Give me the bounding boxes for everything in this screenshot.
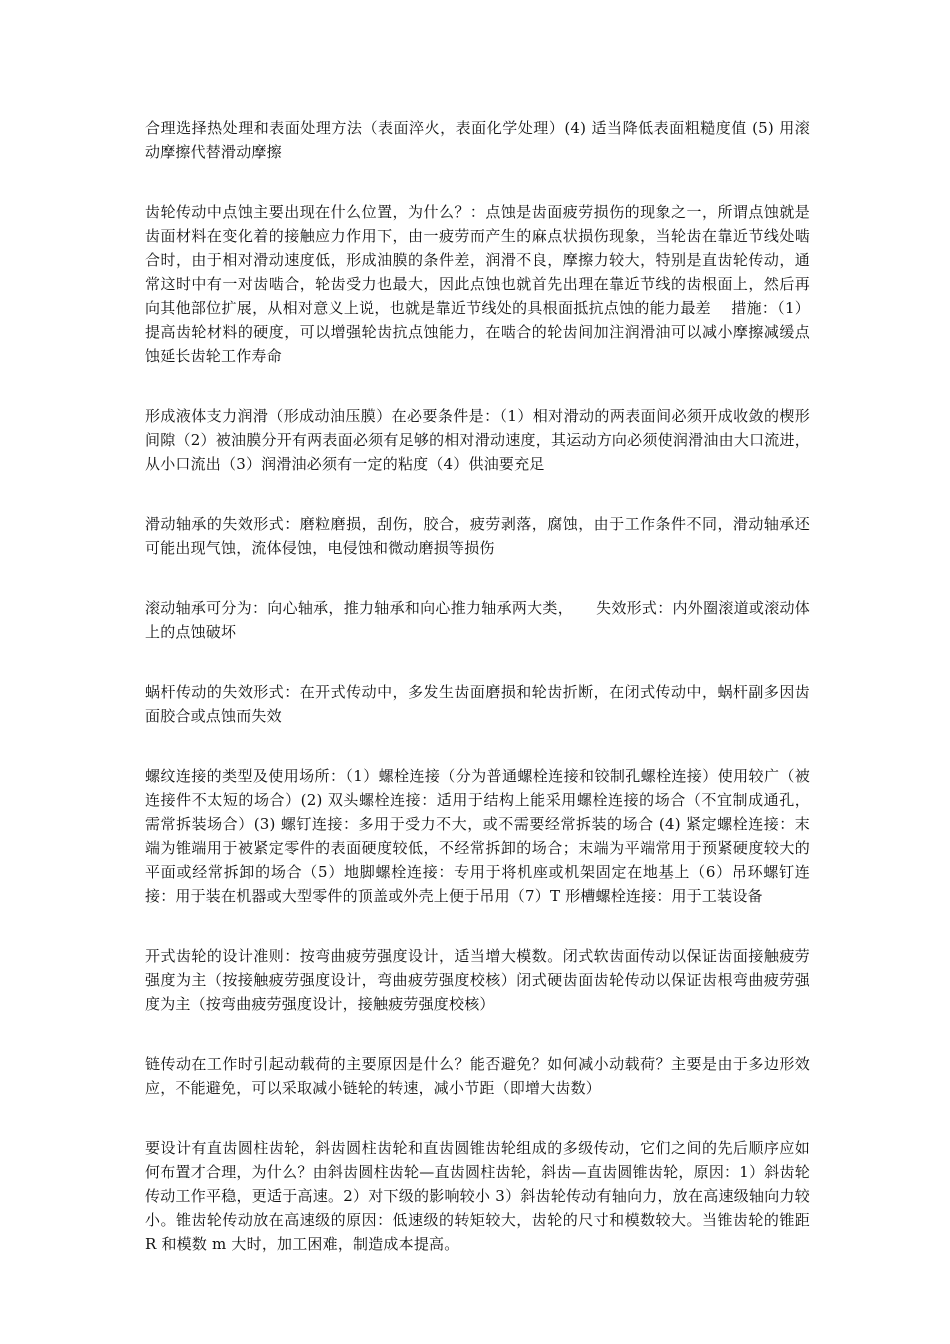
paragraph-multistage-gear: 要设计有直齿圆柱齿轮，斜齿圆柱齿轮和直齿圆锥齿轮组成的多级传动，它们之间的先后顺序应如何布置才合理，为什么？由斜齿圆柱齿轮—直齿圆柱齿轮，斜齿—直齿圆锥齿轮，原因：1）斜齿轮传动工作平稳，更适于高速。2）对下级的影响较小 3）斜齿轮传动有轴向力，放在高速级轴向力较小。锥齿轮传动放在高速级的原因：低速级的转矩较大，齿轮的尺寸和模数较大。当锥齿轮的锥距 R 和模数 m 大时，加工困难，制造成本提高。 <box>145 1139 810 1253</box>
paragraph-sliding-bearing-failure: 滑动轴承的失效形式：磨粒磨损，刮伤，胶合，疲劳剥落，腐蚀，由于工作条件不同，滑动轴承还可能出现气蚀，流体侵蚀，电侵蚀和微动磨损等损伤 <box>145 515 810 557</box>
paragraph-chain-drive: 链传动在工作时引起动载荷的主要原因是什么？能否避免？如何减小动载荷？主要是由于多边形效应，不能避免，可以采取减小链轮的转速，减小节距（即增大齿数） <box>145 1055 810 1097</box>
paragraph-hydrodynamic-lubrication: 形成液体支力润滑（形成动油压膜）在必要条件是：（1）相对滑动的两表面间必须开成收敛的楔形间隙（2）被油膜分开有两表面必须有足够的相对滑动速度，其运动方向必须使润滑油由大口流进，从小口流出（3）润滑油必须有一定的粘度（4）供油要充足 <box>145 407 810 473</box>
paragraph-thread-connection: 螺纹连接的类型及使用场所：（1）螺栓连接（分为普通螺栓连接和铰制孔螺栓连接）使用较广（被连接件不太短的场合）(2) 双头螺栓连接：适用于结构上能采用螺栓连接的场合（不宜制成通孔，需常拆装场合）(3) 螺钉连接：多用于受力不大，或不需要经常拆装的场合 (4) 紧定螺栓连接：末端为锥端用于被紧定零件的表面硬度较低，不经常拆卸的场合；末端为平端常用于预紧硬度较大的平面或经常拆卸的场合（5）地脚螺栓连接：专用于将机座或机架固定在地基上（6）吊环螺钉连接：用于装在机器或大型零件的顶盖或外壳上便于吊用（7）T 形槽螺栓连接：用于工装设备 <box>145 767 810 905</box>
paragraph-gear-design-criteria: 开式齿轮的设计准则：按弯曲疲劳强度设计，适当增大模数。闭式软齿面传动以保证齿面接触疲劳强度为主（按接触疲劳强度设计，弯曲疲劳强度校核）闭式硬齿面齿轮传动以保证齿根弯曲疲劳强度为主（按弯曲疲劳强度设计，接触疲劳强度校核） <box>145 947 810 1013</box>
paragraph-rolling-bearing: 滚动轴承可分为：向心轴承，推力轴承和向心推力轴承两大类， 失效形式：内外圈滚道或滚动体上的点蚀破坏 <box>145 599 810 641</box>
paragraph-pitting: 齿轮传动中点蚀主要出现在什么位置，为什么？：点蚀是齿面疲劳损伤的现象之一，所谓点蚀就是齿面材料在变化着的接触应力作用下，由一疲劳而产生的麻点状损伤现象，当轮齿在靠近节线处啮合时，由于相对滑动速度低，形成油膜的条件差，润滑不良，摩擦力较大，特别是直齿轮传动，通常这时中有一对齿啮合，轮齿受力也最大，因此点蚀也就首先出理在靠近节线的齿根面上，然后再向其他部位扩展，从相对意义上说，也就是靠近节线处的具根面抵抗点蚀的能力最差 措施：（1）提高齿轮材料的硬度，可以增强轮齿抗点蚀能力，在啮合的轮齿间加注润滑油可以减小摩擦减缓点蚀延长齿轮工作寿命 <box>145 203 810 365</box>
paragraph-heat-treatment: 合理选择热处理和表面处理方法（表面淬火，表面化学处理）(4) 适当降低表面粗糙度值 (5) 用滚动摩擦代替滑动摩擦 <box>145 119 810 161</box>
document-page <box>145 116 810 1292</box>
paragraph-worm-drive-failure: 蜗杆传动的失效形式：在开式传动中，多发生齿面磨损和轮齿折断，在闭式传动中，蜗杆副多因齿面胶合或点蚀而失效 <box>145 683 810 725</box>
